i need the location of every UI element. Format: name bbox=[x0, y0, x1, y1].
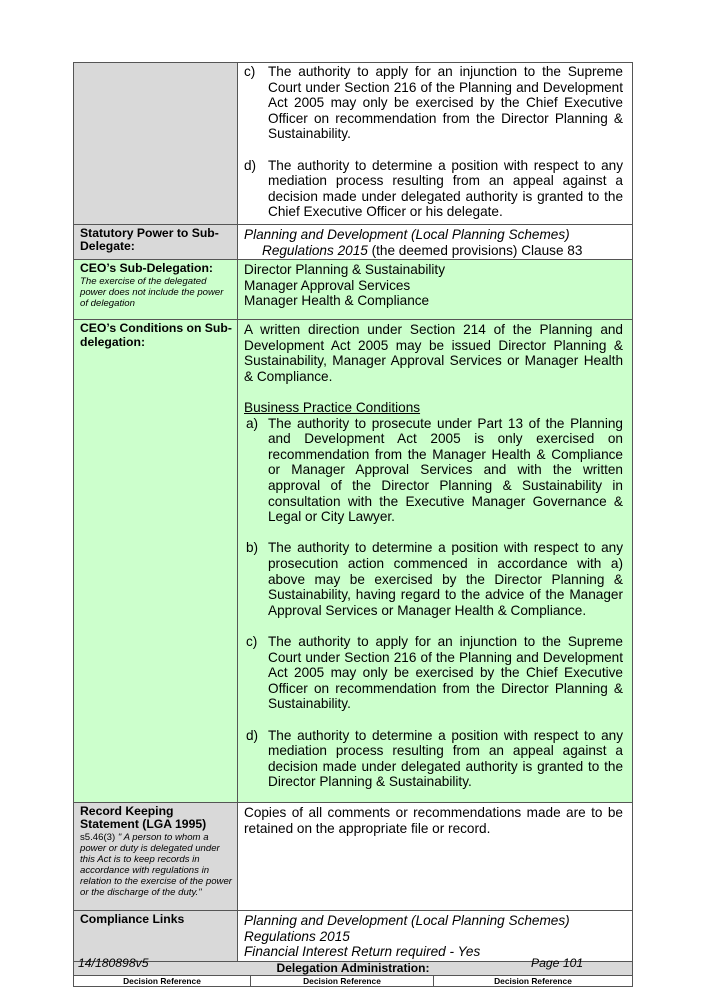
list-item bbox=[244, 158, 623, 220]
ceo-conditions-intro: A written direction under Section 214 of the Planning and Development Act 2005 may be issued Director Planning & Sustainability, Manager Approval Services or Manager Health & Compliance. bbox=[244, 322, 623, 384]
list-item bbox=[244, 64, 623, 142]
record-keeping-row bbox=[74, 802, 633, 910]
list-text: The authority to prosecute under Part 13 of the Planning and Development Act 2005 is only exercised on recommendation from the Manager Health & Compliance or Manager Approval Services and with the written approval of the Director Planning & Sustainability in consultation with the Executive Manager Governance & Legal or City Lawyer. bbox=[268, 415, 623, 525]
compliance-link: Planning and Development (Local Planning Schemes) bbox=[244, 912, 570, 928]
ceo-subdelegation-label: CEO’s Sub-Delegation: bbox=[80, 261, 213, 276]
delegation-table bbox=[73, 62, 633, 987]
list-marker: b) bbox=[246, 540, 259, 556]
list-text: The authority to apply for an injunction to the Supreme Court under Section 216 of the Planning and Development Act 2005 may only be exercised by the Chief Executive Officer on recommendation from the Director Planning & Sustainability. bbox=[268, 634, 623, 712]
list-item bbox=[244, 416, 623, 525]
decision-reference-header: Decision Reference bbox=[74, 976, 251, 986]
compliance-links-label: Compliance Links bbox=[74, 910, 238, 961]
list-text: The authority to determine a position with respect to any mediation process resulting from an appeal against a decision made under delegated authority is granted to the Director Planning & Sustainability. bbox=[268, 727, 623, 790]
subdelegate: Manager Health & Compliance bbox=[244, 293, 430, 309]
compliance-link: Regulations 2015 bbox=[244, 928, 350, 944]
continued-conditions-cell bbox=[238, 63, 633, 225]
compliance-links-value bbox=[238, 910, 633, 961]
record-keeping-ref: s5.46(3) bbox=[80, 831, 116, 843]
list-text: The authority to determine a position with respect to any mediation process resulting from an appeal against a decision made under delegated authority is granted to the Chief Executive Officer or his delegate. bbox=[268, 157, 623, 220]
list-item bbox=[244, 634, 623, 712]
list-marker: a) bbox=[246, 415, 259, 431]
list-text: The authority to determine a position with respect to any prosecution action commenced in accordance with a) above may be exercised by the Director Planning & Sustainability, having regard to the advice of the Manager Approval Services or Manager Health & Compliance. bbox=[268, 540, 623, 618]
ceo-conditions-label: CEO’s Conditions on Sub-delegation: bbox=[74, 320, 238, 803]
subdelegate: Manager Approval Services bbox=[244, 277, 411, 293]
statutory-power-value bbox=[238, 224, 633, 259]
decision-reference-header: Decision Reference bbox=[434, 976, 633, 986]
administration-heading: Delegation Administration: bbox=[74, 961, 633, 975]
list-marker: c) bbox=[246, 634, 258, 649]
list-text: The authority to apply for an injunction to the Supreme Court under Section 216 of the Planning and Development Act 2005 may only be exercised by the Chief Executive Officer on recommendation from the Director Planning & Sustainability. bbox=[268, 64, 623, 142]
compliance-link: Financial Interest Return required - Yes bbox=[244, 944, 481, 960]
list-marker: d) bbox=[246, 727, 259, 743]
record-keeping-quote: " A person to whom a power or duty is delegated under this Act is to keep records in accordance with regulations in relation to the exercise of the power or the discharge of the duty." bbox=[80, 831, 232, 898]
ceo-subdelegation-value bbox=[238, 260, 633, 320]
subdelegate: Director Planning & Sustainability bbox=[244, 262, 445, 278]
business-practice-heading: Business Practice Conditions bbox=[244, 400, 421, 416]
statutory-power-line1: Planning and Development (Local Planning Schemes) bbox=[244, 226, 570, 242]
list-marker: d) bbox=[244, 157, 257, 173]
empty-label-cell bbox=[74, 63, 238, 225]
ceo-subdelegation-row bbox=[74, 260, 633, 320]
ceo-conditions-row bbox=[74, 320, 633, 803]
ceo-subdelegation-note: The exercise of the delegated power does not include the power of delegation bbox=[80, 275, 224, 309]
statutory-power-label: Statutory Power to Sub-Delegate: bbox=[74, 224, 238, 259]
ceo-conditions-value bbox=[238, 320, 633, 803]
list-item bbox=[244, 728, 623, 790]
ceo-subdelegation-label-cell bbox=[74, 260, 238, 320]
statutory-power-clause: (the deemed provisions) Clause 83 bbox=[367, 242, 583, 258]
list-marker: c) bbox=[244, 64, 256, 79]
list-item bbox=[244, 540, 623, 618]
compliance-links-row bbox=[74, 910, 633, 961]
record-keeping-label-cell bbox=[74, 802, 238, 910]
decision-reference-row bbox=[74, 975, 633, 986]
document-reference: 14/180898v5 bbox=[78, 956, 149, 970]
statutory-power-row bbox=[74, 224, 633, 259]
record-keeping-label: Record Keeping Statement (LGA 1995) bbox=[80, 803, 207, 832]
page-number: Page 101 bbox=[531, 956, 584, 970]
record-keeping-value: Copies of all comments or recommendations made are to be retained on the appropriate file or record. bbox=[238, 802, 633, 910]
statutory-power-regulations: Regulations 2015 bbox=[262, 242, 368, 258]
decision-reference-header: Decision Reference bbox=[251, 976, 434, 986]
continued-conditions-row bbox=[74, 63, 633, 225]
